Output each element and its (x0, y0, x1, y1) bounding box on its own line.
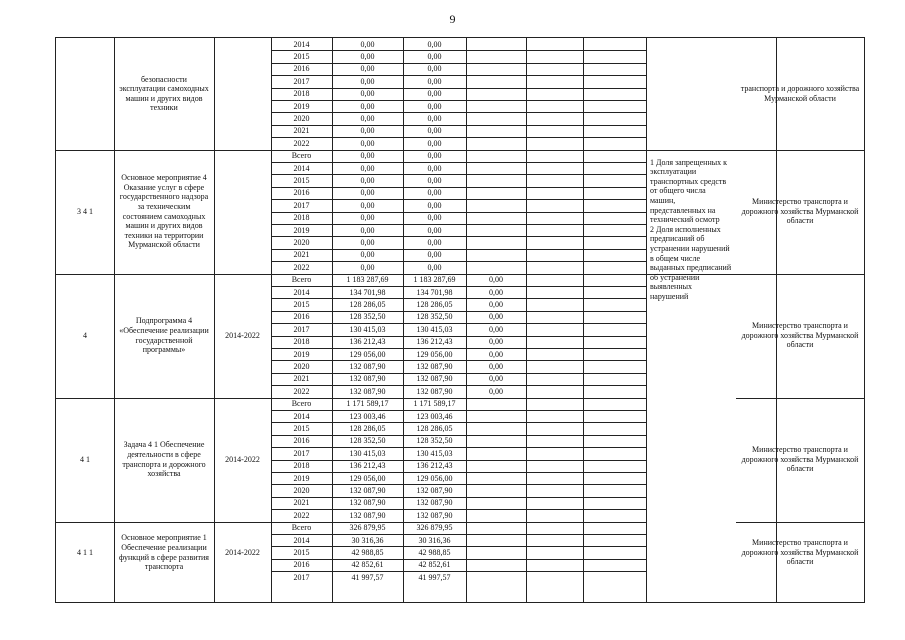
total-amount-cell: 0,00 (360, 64, 375, 74)
year-cell: 2014 (293, 287, 310, 297)
other-source-cell (466, 40, 526, 51)
year-cell: 2021 (293, 126, 310, 136)
year-cell: 2018 (293, 213, 310, 223)
regional-budget-cell: 0,00 (427, 51, 442, 61)
section-code: 3 4 1 (77, 206, 93, 216)
total-amount-cell: 42 988,85 (351, 547, 384, 557)
total-amount-cell: 132 087,90 (349, 498, 386, 508)
regional-budget-cell: 0,00 (427, 262, 442, 272)
total-amount-cell: 132 087,90 (349, 374, 386, 384)
regional-budget-cell: 30 316,36 (418, 535, 451, 545)
year-cell: 2019 (293, 225, 310, 235)
year-cell: 2020 (293, 237, 310, 247)
column-divider (114, 38, 115, 602)
year-cell: 2016 (293, 312, 310, 322)
total-amount-cell: 0,00 (360, 237, 375, 247)
year-cell: 2016 (293, 64, 310, 74)
regional-budget-cell: 0,00 (427, 237, 442, 247)
total-amount-cell: 136 212,43 (349, 337, 386, 347)
section-period: 2014-2022 (225, 454, 260, 464)
total-amount-cell: 128 286,05 (349, 299, 386, 309)
regional-budget-cell: 0,00 (427, 138, 442, 148)
total-amount-cell: 136 212,43 (349, 461, 386, 471)
regional-budget-cell: 0,00 (427, 163, 442, 173)
year-cell: 2022 (293, 386, 310, 396)
year-cell: Всего (291, 399, 312, 409)
total-amount-cell: 1 171 589,17 (346, 399, 389, 409)
other-source-cell (466, 164, 526, 175)
regional-budget-cell: 42 852,61 (418, 560, 451, 570)
regional-budget-cell: 134 701,98 (416, 287, 453, 297)
other-source-cell (466, 77, 526, 88)
row-divider (646, 150, 736, 151)
other-source-cell (466, 474, 526, 485)
regional-budget-cell: 129 056,00 (416, 473, 453, 483)
regional-budget-cell: 128 352,50 (416, 312, 453, 322)
other-source-cell (466, 486, 526, 497)
year-cell: 2019 (293, 101, 310, 111)
regional-budget-cell: 326 879,95 (416, 523, 453, 533)
total-amount-cell: 130 415,03 (349, 448, 386, 458)
other-source-cell (466, 201, 526, 212)
regional-budget-cell: 132 087,90 (416, 361, 453, 371)
year-cell: 2017 (293, 572, 310, 582)
year-cell: 2022 (293, 138, 310, 148)
other-source-cell (466, 449, 526, 460)
year-cell: 2017 (293, 448, 310, 458)
regional-budget-cell: 136 212,43 (416, 337, 453, 347)
other-source-cell (466, 511, 526, 522)
regional-budget-cell: 132 087,90 (416, 485, 453, 495)
section-period: 2014-2022 (225, 547, 260, 557)
total-amount-cell: 0,00 (360, 188, 375, 198)
regional-budget-cell: 0,00 (427, 39, 442, 49)
total-amount-cell: 132 087,90 (349, 361, 386, 371)
responsible-executor: Министерство транспорта и дорожного хозяйства Мурманской области (741, 321, 859, 350)
regional-budget-cell: 136 212,43 (416, 461, 453, 471)
regional-budget-cell: 132 087,90 (416, 510, 453, 520)
total-amount-cell: 128 352,50 (349, 312, 386, 322)
year-cell: 2020 (293, 485, 310, 495)
year-cell: 2022 (293, 510, 310, 520)
other-source-cell (466, 126, 526, 137)
total-amount-cell: 0,00 (360, 225, 375, 235)
regional-budget-cell: 0,00 (427, 101, 442, 111)
year-cell: 2016 (293, 436, 310, 446)
other-source-cell: 0,00 (489, 287, 503, 297)
other-source-cell: 0,00 (489, 361, 503, 371)
total-amount-cell: 0,00 (360, 138, 375, 148)
regional-budget-cell: 1 171 589,17 (413, 399, 456, 409)
section-code: 4 (83, 330, 87, 340)
regional-budget-cell: 128 352,50 (416, 436, 453, 446)
total-amount-cell: 0,00 (360, 113, 375, 123)
other-source-cell: 0,00 (489, 349, 503, 359)
other-source-cell (466, 151, 526, 162)
responsible-executor: Министерство транспорта и дорожного хозяйства Мурманской области (741, 538, 859, 567)
section-period: 2014-2022 (225, 330, 260, 340)
regional-budget-cell: 0,00 (427, 76, 442, 86)
other-source-cell (466, 573, 526, 584)
year-cell: 2021 (293, 498, 310, 508)
year-cell: 2019 (293, 473, 310, 483)
year-cell: 2020 (293, 361, 310, 371)
other-source-cell (466, 64, 526, 75)
total-amount-cell: 42 852,61 (351, 560, 384, 570)
regional-budget-cell: 0,00 (427, 113, 442, 123)
year-cell: 2016 (293, 188, 310, 198)
regional-budget-cell: 132 087,90 (416, 498, 453, 508)
total-amount-cell: 0,00 (360, 89, 375, 99)
section-code: 4 1 1 (77, 547, 93, 557)
year-cell: 2021 (293, 374, 310, 384)
other-source-cell (466, 424, 526, 435)
other-source-cell (466, 176, 526, 187)
total-amount-cell: 132 087,90 (349, 485, 386, 495)
other-source-cell (466, 461, 526, 472)
total-amount-cell: 0,00 (360, 163, 375, 173)
total-amount-cell: 0,00 (360, 39, 375, 49)
regional-budget-cell: 0,00 (427, 64, 442, 74)
year-cell: 2016 (293, 560, 310, 570)
total-amount-cell: 128 352,50 (349, 436, 386, 446)
regional-budget-cell: 0,00 (427, 200, 442, 210)
other-source-cell (466, 560, 526, 571)
other-source-cell (466, 536, 526, 547)
year-cell: 2015 (293, 423, 310, 433)
section-name: Подпрограмма 4 «Обеспечение реализации государственной программы» (119, 316, 209, 355)
total-amount-cell: 0,00 (360, 250, 375, 260)
regional-budget-cell: 130 415,03 (416, 448, 453, 458)
other-source-cell (466, 250, 526, 261)
year-cell: 2019 (293, 349, 310, 359)
other-source-cell (466, 102, 526, 113)
other-source-cell (466, 263, 526, 274)
section-name: Задача 4 1 Обеспечение деятельности в сфере транспорта и дорожного хозяйства (122, 440, 206, 479)
other-source-cell (466, 238, 526, 249)
regional-budget-cell: 0,00 (427, 213, 442, 223)
regional-budget-cell: 41 997,57 (418, 572, 451, 582)
other-source-cell (466, 188, 526, 199)
year-cell: 2014 (293, 39, 310, 49)
column-divider (526, 38, 527, 602)
other-source-cell (466, 412, 526, 423)
regional-budget-cell: 129 056,00 (416, 349, 453, 359)
regional-budget-cell: 132 087,90 (416, 386, 453, 396)
total-amount-cell: 0,00 (360, 213, 375, 223)
total-amount-cell: 0,00 (360, 101, 375, 111)
regional-budget-cell: 123 003,46 (416, 411, 453, 421)
year-cell: 2015 (293, 547, 310, 557)
total-amount-cell: 41 997,57 (351, 572, 384, 582)
other-source-cell: 0,00 (489, 299, 503, 309)
responsible-executor: транспорта и дорожного хозяйства Мурманской области (740, 84, 860, 103)
other-source-cell (466, 548, 526, 559)
year-cell: 2015 (293, 51, 310, 61)
year-cell: Всего (291, 275, 312, 285)
responsible-executor: Министерство транспорта и дорожного хозяйства Мурманской области (741, 445, 859, 474)
regional-budget-cell: 0,00 (427, 175, 442, 185)
year-cell: Всего (291, 151, 312, 161)
other-source-cell (466, 399, 526, 410)
year-cell: 2014 (293, 163, 310, 173)
page-number: 9 (449, 12, 456, 26)
total-amount-cell: 128 286,05 (349, 423, 386, 433)
year-cell: 2015 (293, 299, 310, 309)
section-period (214, 150, 271, 274)
other-source-cell (466, 114, 526, 125)
other-source-cell (466, 89, 526, 100)
regional-budget-cell: 128 286,05 (416, 423, 453, 433)
year-cell: 2014 (293, 535, 310, 545)
other-source-cell (466, 139, 526, 150)
year-cell: 2022 (293, 262, 310, 272)
year-cell: 2018 (293, 89, 310, 99)
target-indicators-text: 1 Доля запрещенных к эксплуатации транспортных средств от общего числа машин, представленных на технический осмотр 2 Доля исполненных предписаний об устранении нарушений в общем числе выданных предписаний об устранении выявленных нарушений (650, 157, 732, 301)
total-amount-cell: 1 183 287,69 (346, 275, 389, 285)
other-source-cell: 0,00 (489, 337, 503, 347)
section-name: Основное мероприятие 1 Обеспечение реализации функций в сфере развития транспорта (119, 533, 209, 572)
total-amount-cell: 0,00 (360, 200, 375, 210)
regional-budget-cell: 132 087,90 (416, 374, 453, 384)
regional-budget-cell: 42 988,85 (418, 547, 451, 557)
total-amount-cell: 0,00 (360, 175, 375, 185)
year-cell: 2017 (293, 76, 310, 86)
year-cell: 2017 (293, 324, 310, 334)
year-cell: 2015 (293, 175, 310, 185)
regional-budget-cell: 0,00 (427, 188, 442, 198)
section-name: безопасности эксплуатации самоходных машин и других видов техники (119, 74, 209, 113)
total-amount-cell: 132 087,90 (349, 386, 386, 396)
total-amount-cell: 326 879,95 (349, 523, 386, 533)
budget-table (55, 37, 865, 603)
total-amount-cell: 0,00 (360, 126, 375, 136)
regional-budget-cell: 0,00 (427, 250, 442, 260)
year-cell: 2018 (293, 461, 310, 471)
total-amount-cell: 30 316,36 (351, 535, 384, 545)
total-amount-cell: 0,00 (360, 151, 375, 161)
section-period (214, 38, 271, 150)
other-source-cell: 0,00 (489, 374, 503, 384)
year-cell: Всего (291, 523, 312, 533)
other-source-cell: 0,00 (489, 275, 503, 285)
year-cell: 2020 (293, 113, 310, 123)
other-source-cell: 0,00 (489, 324, 503, 334)
column-divider (583, 38, 584, 602)
other-source-cell (466, 498, 526, 509)
other-source-cell (466, 52, 526, 63)
section-code: 4 1 (80, 454, 90, 464)
total-amount-cell: 134 701,98 (349, 287, 386, 297)
year-cell: 2014 (293, 411, 310, 421)
section-code (56, 38, 114, 150)
responsible-executor: Министерство транспорта и дорожного хозяйства Мурманской области (741, 197, 859, 226)
other-source-cell (466, 523, 526, 534)
regional-budget-cell: 0,00 (427, 225, 442, 235)
regional-budget-cell: 0,00 (427, 89, 442, 99)
total-amount-cell: 0,00 (360, 262, 375, 272)
other-source-cell (466, 436, 526, 447)
section-name: Основное мероприятие 4 Оказание услуг в сфере государственного надзора за техническим состоянием самоходных машин и других видов техники на территории Мурманской области (119, 173, 209, 250)
regional-budget-cell: 128 286,05 (416, 299, 453, 309)
other-source-cell (466, 213, 526, 224)
other-source-cell: 0,00 (489, 386, 503, 396)
total-amount-cell: 132 087,90 (349, 510, 386, 520)
total-amount-cell: 129 056,00 (349, 473, 386, 483)
other-source-cell: 0,00 (489, 312, 503, 322)
total-amount-cell: 129 056,00 (349, 349, 386, 359)
column-divider (646, 38, 647, 602)
regional-budget-cell: 130 415,03 (416, 324, 453, 334)
year-cell: 2017 (293, 200, 310, 210)
regional-budget-cell: 0,00 (427, 126, 442, 136)
regional-budget-cell: 0,00 (427, 151, 442, 161)
year-cell: 2021 (293, 250, 310, 260)
regional-budget-cell: 1 183 287,69 (413, 275, 456, 285)
total-amount-cell: 0,00 (360, 51, 375, 61)
total-amount-cell: 123 003,46 (349, 411, 386, 421)
other-source-cell (466, 226, 526, 237)
total-amount-cell: 0,00 (360, 76, 375, 86)
year-cell: 2018 (293, 337, 310, 347)
total-amount-cell: 130 415,03 (349, 324, 386, 334)
